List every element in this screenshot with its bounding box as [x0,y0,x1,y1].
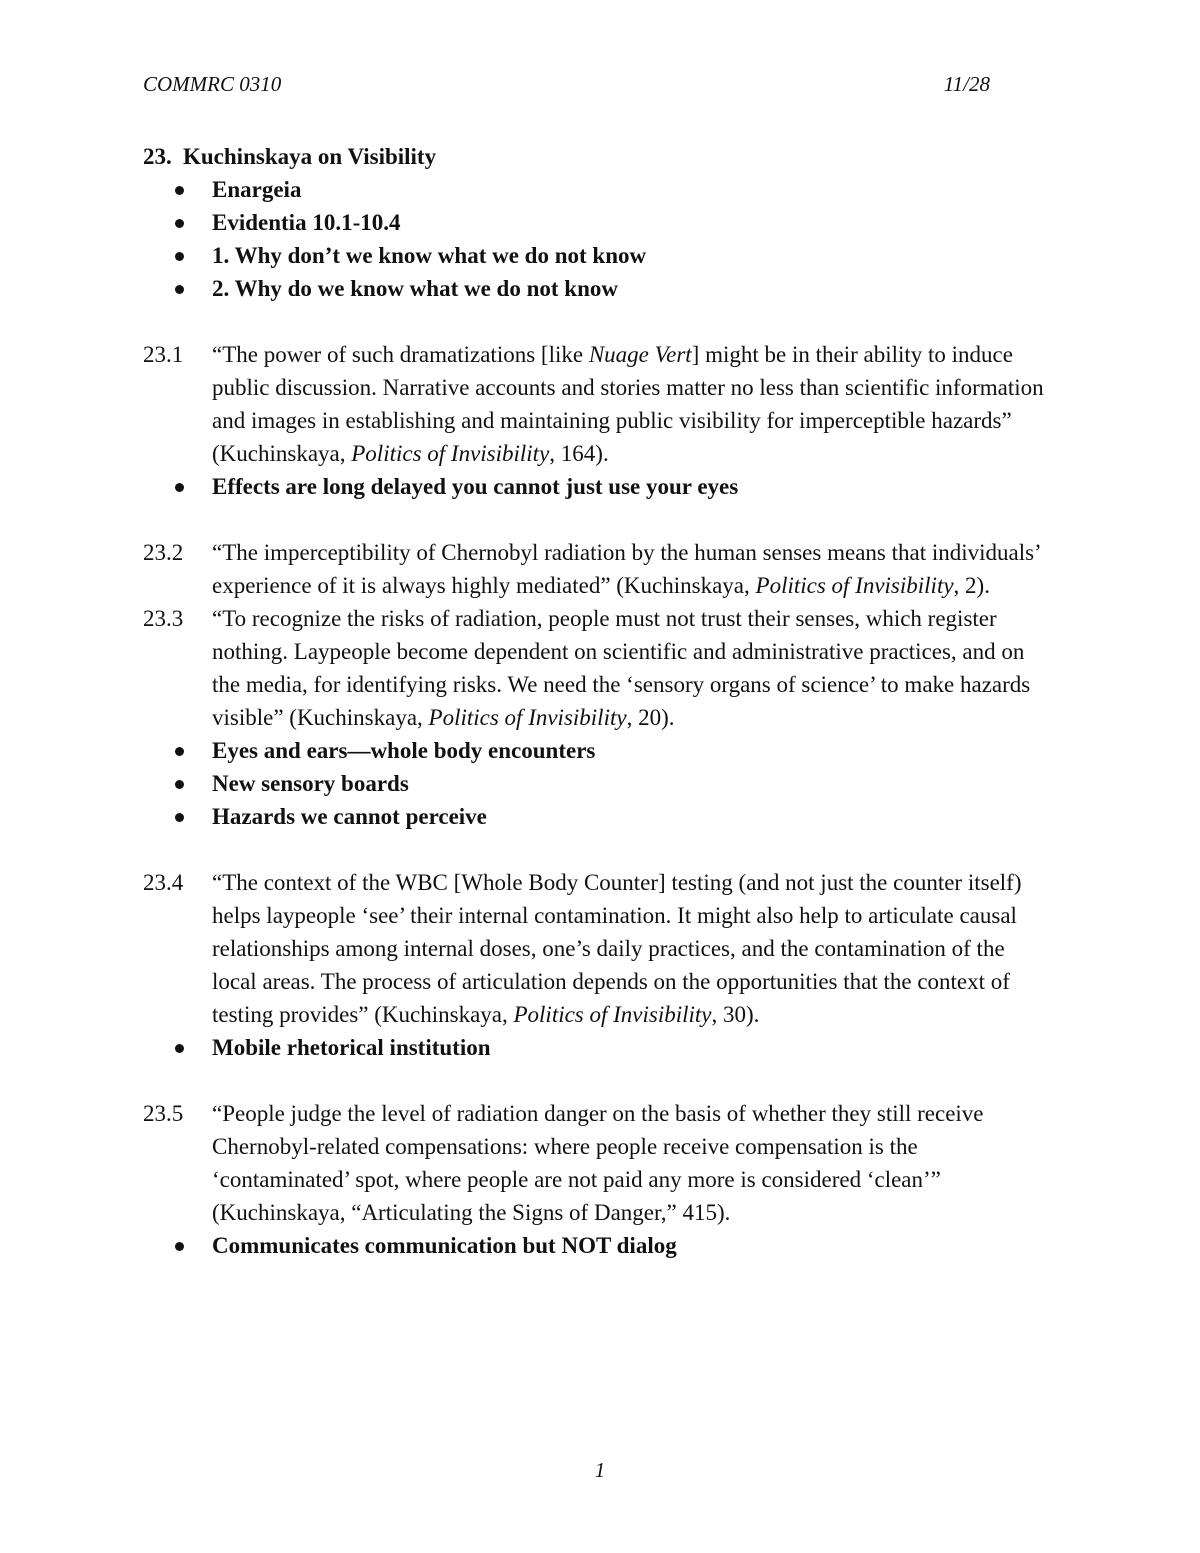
bullet-icon [175,483,184,492]
list-item: Mobile rhetorical institution [143,1031,1053,1064]
entry-number: 23.2 [143,540,184,565]
entry-bullet-list [143,734,1053,833]
bullet-icon [175,186,184,195]
bullet-icon [175,747,184,756]
header-date: 11/28 [943,72,990,96]
entry-number: 23.3 [143,606,184,631]
quote-entry-23-3 [143,602,1053,734]
list-item: Evidentia 10.1-10.4 [143,206,1053,239]
entry-number: 23.5 [143,1101,184,1126]
course-code: COMMRC 0310 [143,72,282,96]
section-title: Kuchinskaya on Visibility [183,144,437,169]
entry-number: 23.4 [143,870,184,895]
list-item: Enargeia [143,173,1053,206]
bullet-icon [175,780,184,789]
entry-bullet-list [143,1031,1053,1064]
section-number: 23. [143,144,172,169]
quote-entry-23-2 [143,536,1053,602]
quote-entry-23-1 [143,338,1053,470]
bullet-icon [175,219,184,228]
page-header [143,72,990,97]
quote-text: “To recognize the risks of radiation, people must not trust their senses, which register nothing. Laypeople become dependent on scientific and administrative practices, and on the media, for identifying risks. We need the ‘sensory organs of science’ to make hazards visible” (Kuchinskaya, Politics of Invisibility, 20). [212,606,1031,730]
bullet-icon [175,285,184,294]
quote-text: “People judge the level of radiation danger on the basis of whether they still receive Chernobyl-related compensations: where people receive compensation is the ‘contaminated’ spot, where people are not paid any more is considered ‘clean’” (Kuchinskaya, “Articulating the Signs of Danger,” 415). [212,1101,984,1225]
section-heading [143,140,1053,173]
list-item: Eyes and ears—whole body encounters [143,734,1053,767]
bullet-icon [175,813,184,822]
list-item: Communicates communication but NOT dialog [143,1229,1053,1262]
list-item: 2. Why do we know what we do not know [143,272,1053,305]
quote-text: “The power of such dramatizations [like Nuage Vert] might be in their ability to induce public discussion. Narrative accounts and stories matter no less than scientific information and images in establishing and maintaining public visibility for imperceptible hazards” (Kuchinskaya, Politics of Invisibility, 164). [212,342,1044,466]
entry-bullet-list [143,1229,1053,1262]
topic-bullet-list [143,173,1053,305]
list-item: Effects are long delayed you cannot just use your eyes [143,470,1053,503]
quote-text: “The context of the WBC [Whole Body Counter] testing (and not just the counter itself) helps laypeople ‘see’ their internal contamination. It might also help to articulate causal relationships among internal doses, one’s daily practices, and the contamination of the local areas. The process of articulation depends on the opportunities that the context of testing provides” (Kuchinskaya, Politics of Invisibility, 30). [212,870,1022,1027]
quote-entry-23-5 [143,1097,1053,1229]
page-number: 1 [594,1458,606,1482]
entry-bullet-list [143,470,1053,503]
quote-entry-23-4 [143,866,1053,1031]
list-item: Hazards we cannot perceive [143,800,1053,833]
bullet-icon [175,1242,184,1251]
list-item: New sensory boards [143,767,1053,800]
document-body [143,140,1053,1262]
entry-number: 23.1 [143,342,184,367]
bullet-icon [175,252,184,261]
quote-text: “The imperceptibility of Chernobyl radiation by the human senses means that individuals’ experience of it is always highly mediated” (Kuchinskaya, Politics of Invisibility, 2). [212,540,1041,598]
bullet-icon [175,1044,184,1053]
list-item: 1. Why don’t we know what we do not know [143,239,1053,272]
